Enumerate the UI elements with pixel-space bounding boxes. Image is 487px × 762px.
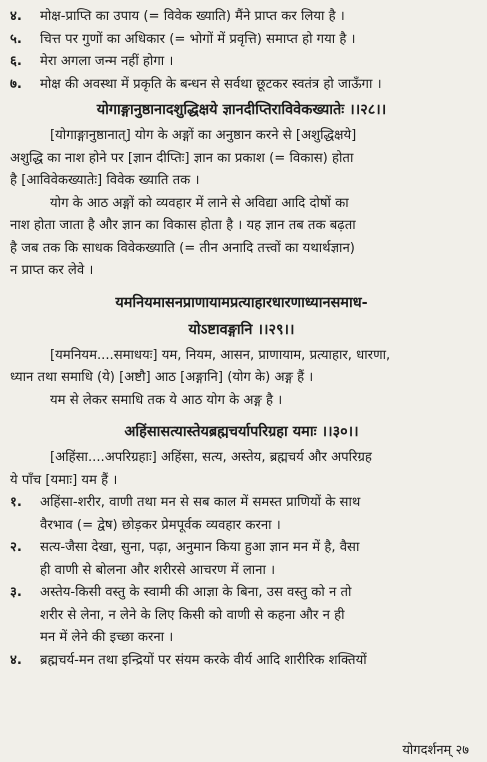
sutra-heading-29-line1: यमनियमासनप्राणायामप्रत्याहारधारणाध्यानसमाध- [115,294,368,311]
list-item: ३. अस्तेय-किसी वस्तु के स्वामी की आज्ञा के बिना, उस वस्तु को न तो [10,585,352,600]
text-line: है जब तक कि साधक विवेकख्याति (= तीन अनादि तत्त्वों का यथार्थज्ञान) [10,240,355,256]
text-line: न प्राप्त कर लेवे । [10,263,94,278]
sutra-heading-29-line2: योऽष्टावङ्गानि ।।२९।। [188,321,295,338]
text-line: है [आविवेकख्यातेः] विवेक ख्याति तक । [10,173,200,188]
list-item: ५. चित्त पर गुणों का अधिकार (= भोगों में प्रवृत्ति) समाप्त हो गया है । [10,31,356,47]
list-item: २. सत्य-जैसा देखा, सुना, पढ़ा, अनुमान किया हुआ ज्ञान मन में है, वैसा [10,540,360,555]
list-item-continuation: मन में लेने की इच्छा करना । [40,630,174,645]
top-list [10,6,473,96]
text-line: ध्यान तथा समाधि (ये) [अष्टौ] आठ [अङ्गानि] (योग के) अङ्ग हैं । [10,370,314,385]
text-line: अशुद्धि का नाश होने पर [ज्ञान दीप्तिः] ज्ञान का प्रकाश (= विकास) होता [10,150,354,166]
list-item-continuation: वैरभाव (= द्वेष) छोड़कर प्रेमपूर्वक व्यवहार करना । [40,517,281,533]
text-line: ये पाँच [यमाः] यम हैं । [10,472,118,488]
list-item-continuation: शरीर से लेना, न लेने के लिए किसी को वाणी से कहना और न ही [40,607,345,623]
list-item-continuation: ही वाणी से बोलना और शरीरसे आचरण में लाना । [40,562,276,578]
sutra-heading-30: अहिंसासत्यास्तेयब्रह्मचर्यापरिग्रहा यमाः ।।३०।। [124,424,359,440]
list-item: ७. मोक्ष की अवस्था में प्रकृति के बन्धन से सर्वथा छूटकर स्वतंत्र हो जाऊँगा । [10,76,382,92]
text-line: नाश होता जाता है और ज्ञान का विकास होता है । यह ज्ञान तब तक बढ़ता [10,218,356,233]
paragraph-28b [10,193,473,283]
sutra-heading-28: योगाङ्गानुष्ठानादशुद्धिक्षये ज्ञानदीप्तिराविवेकख्यातेः ।।२८।। [96,102,387,118]
list-item: ४. ब्रह्मचर्य-मन तथा इन्द्रियों पर संयम करके वीर्य आदि शारीरिक शक्तियों [10,652,367,668]
bottom-list [10,492,473,672]
paragraph-30 [10,447,473,492]
list-item: १. अहिंसा-शरीर, वाणी तथा मन से सब काल में समस्त प्राणियों के साथ [10,495,361,510]
text-line: योग के आठ अङ्गों को व्यवहार में लाने से अविद्या आदि दोषों का [50,195,349,211]
list-item: ४. मोक्ष-प्राप्ति का उपाय (= विवेक ख्याति) मैंने प्राप्त कर लिया है । [10,9,345,24]
list-item: ६. मेरा अगला जन्म नहीं होगा । [10,54,174,69]
page-footer: योगदर्शनम् २७ [402,743,469,758]
text-line: यम से लेकर समाधि तक ये आठ योग के अङ्ग है । [50,392,283,408]
paragraph-29 [10,345,473,413]
paragraph-28a [10,125,473,193]
text-line: [यमनियम....समाधयः] यम, नियम, आसन, प्राणायाम, प्रत्याहार, धारणा, [50,347,391,363]
text-line: [योगाङ्गानुष्ठानात्] योग के अङ्गों का अनुष्ठान करने से [अशुद्धिक्षये] [50,128,357,143]
text-line: [अहिंसा....अपरिग्रहाः] अहिंसा, सत्य, अस्तेय, ब्रह्मचर्य और अपरिग्रह [50,450,372,465]
